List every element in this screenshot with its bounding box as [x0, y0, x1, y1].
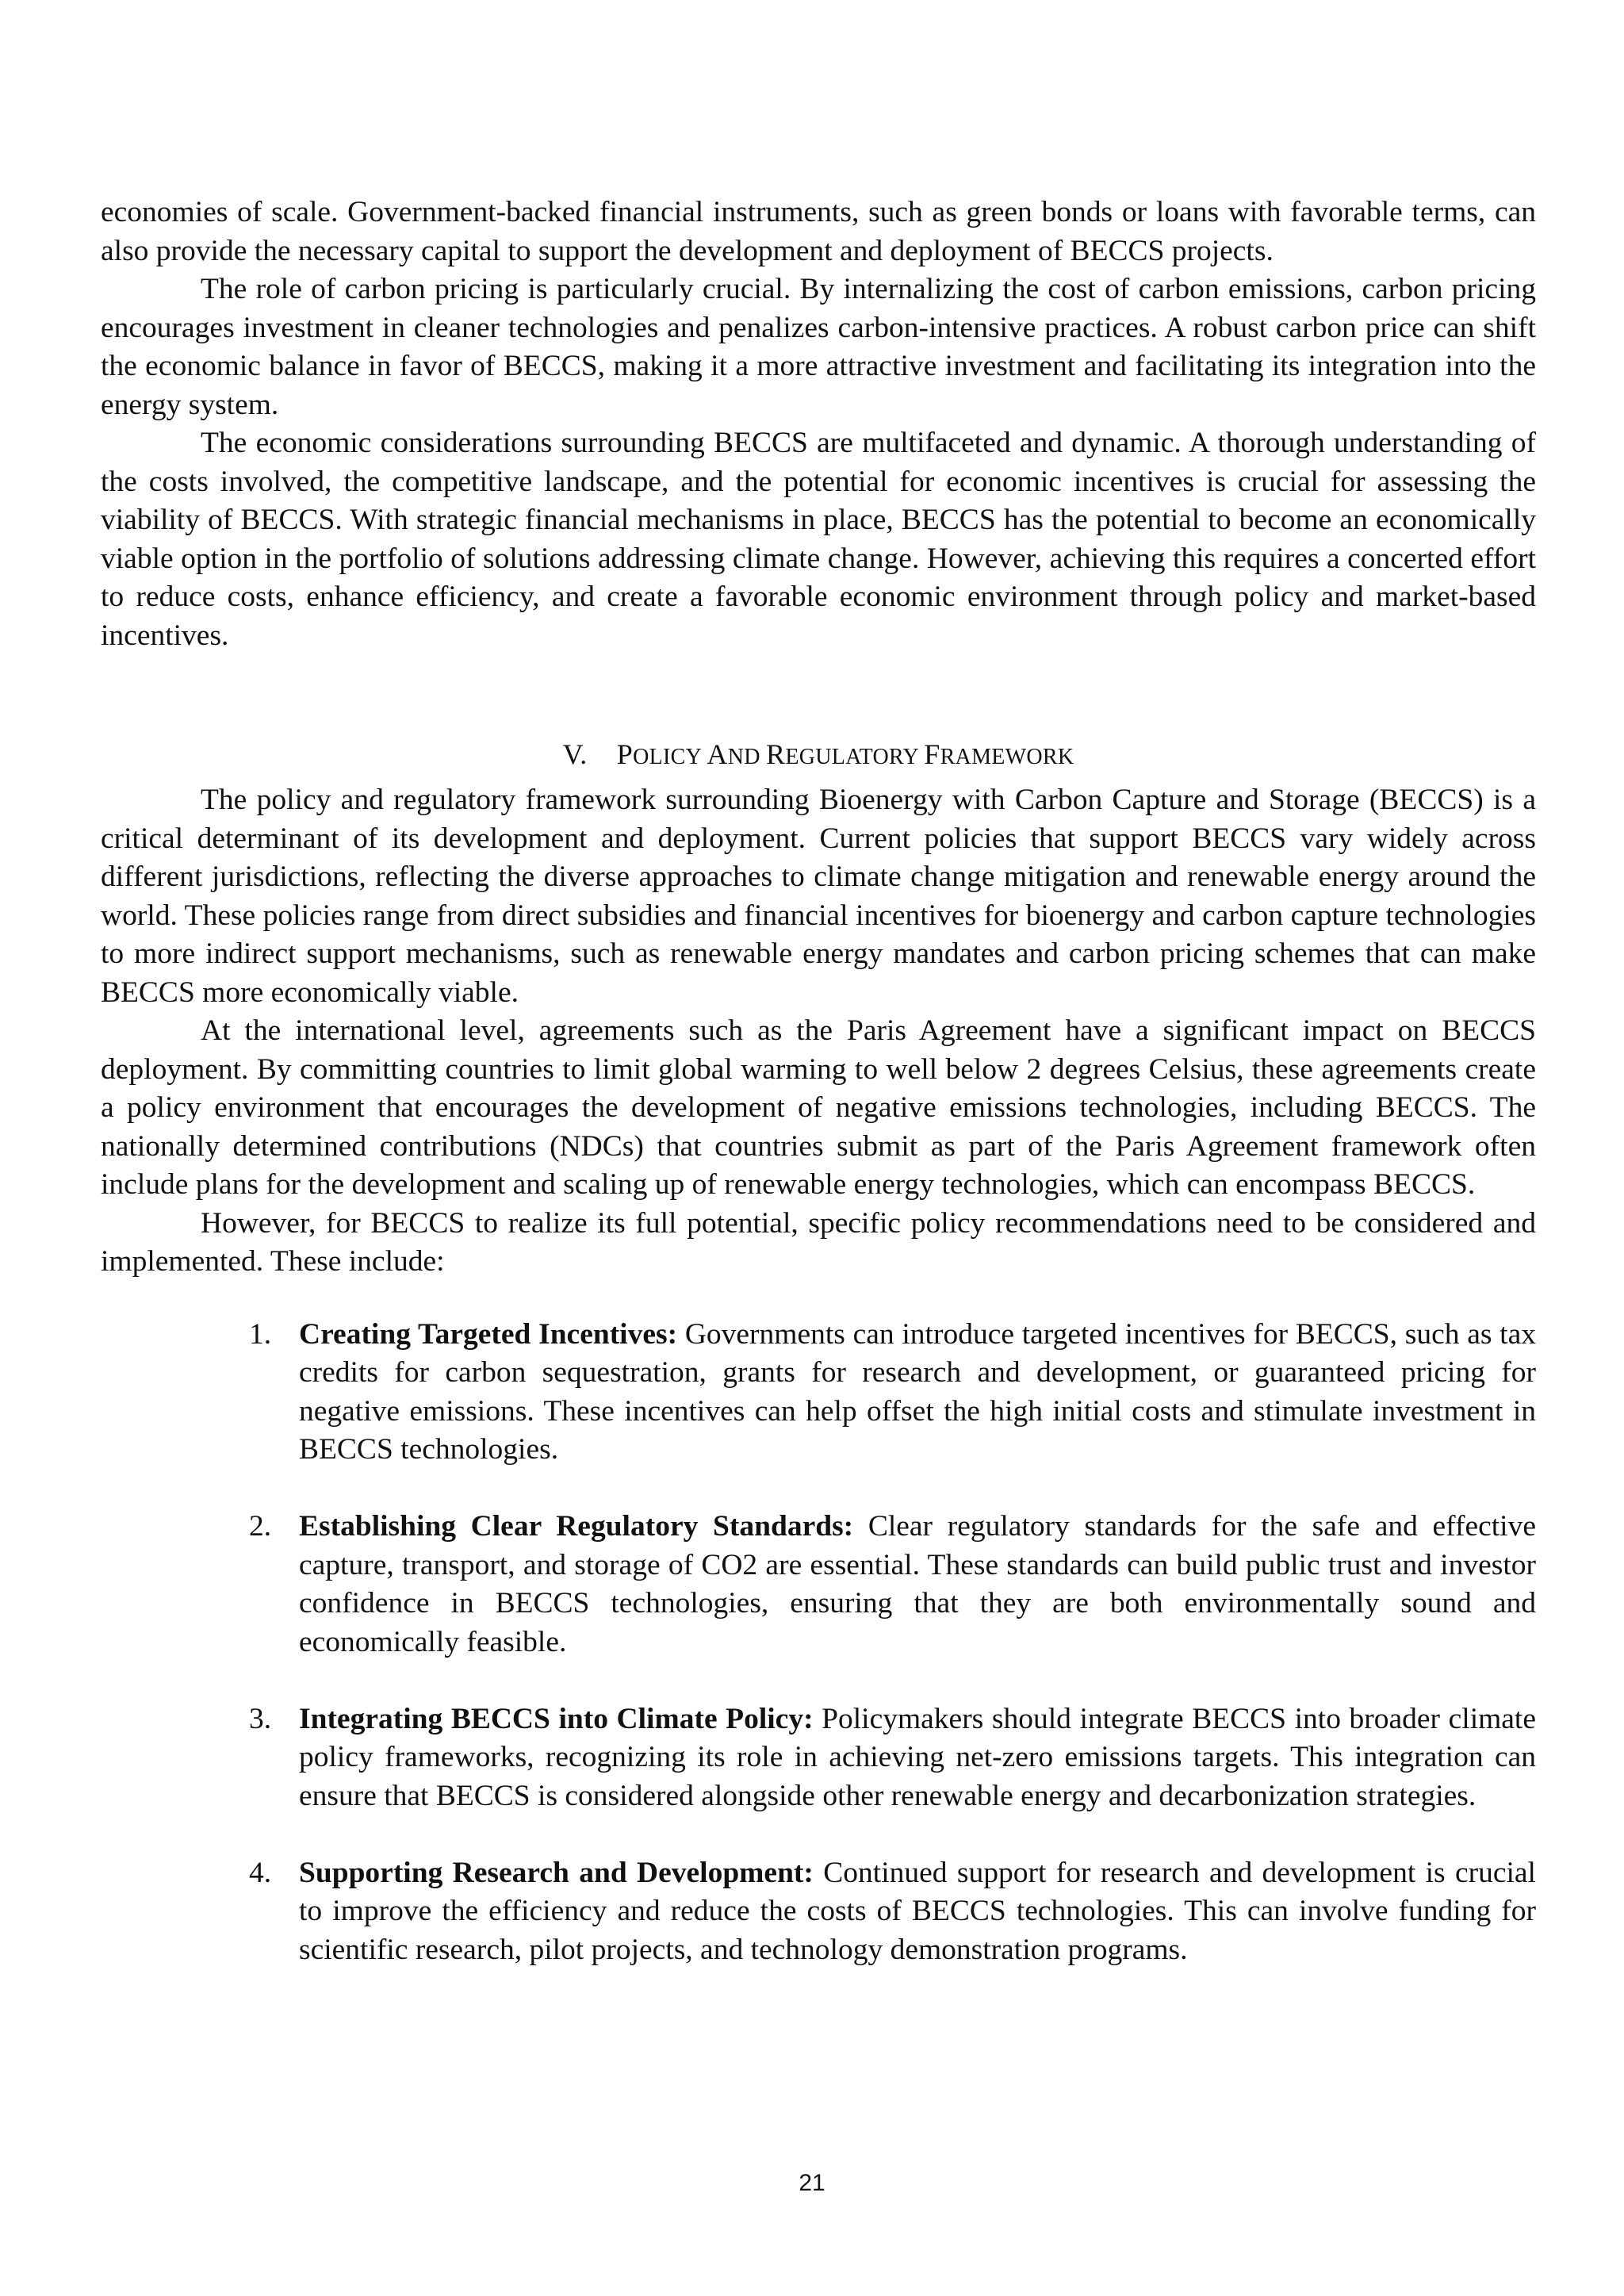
page-number: 21 [799, 2170, 825, 2196]
document-page [101, 194, 1536, 2008]
body-paragraph: At the international level, agreements such as the Paris Agreement have a significant impact on BECCS deployment. By committing countries to limit global warming to well below 2 degrees Celsius, these agreements create a policy environment that encourages the development of negative emissions technologies, including BECCS. The nationally determined contributions (NDCs) that countries submit as part of the Paris Agreement framework often include plans for the development and scaling up of renewable energy technologies, which can encompass BECCS. [101, 1014, 1536, 1201]
list-item [249, 1508, 1536, 1662]
section-heading [101, 735, 1536, 776]
body-paragraph: economies of scale. Government-backed financial instruments, such as green bonds or loans with favorable terms, can also provide the necessary capital to support the development and deployment of BECCS projects. [101, 196, 1536, 267]
list-number: 1. [249, 1317, 272, 1351]
section-number: V. [562, 738, 588, 770]
list-item-lead: Supporting Research and Development: [299, 1856, 814, 1889]
section-title: POLICY AND REGULATORY FRAMEWORK [616, 738, 1074, 770]
list-item-lead: Integrating BECCS into Climate Policy: [299, 1702, 814, 1735]
list-item-text: Governments can introduce targeted incentives for BECCS, such as tax credits for carbon sequestration, grants for research and development, or guaranteed pricing for negative emissions. These incentives can help offset the high initial costs and stimulate investment in BECCS technologies. [299, 1317, 1536, 1466]
body-paragraph: However, for BECCS to realize its full potential, specific policy recommendations need to be considered and implemented. These include: [101, 1206, 1536, 1278]
list-item [249, 1316, 1536, 1470]
body-paragraph: The role of carbon pricing is particularly crucial. By internalizing the cost of carbon emissions, carbon pricing encourages investment in cleaner technologies and penalizes carbon-intensive practices. A robust carbon price can shift the economic balance in favor of BECCS, making it a more attractive investment and facilitating its integration into the energy system. [101, 273, 1536, 421]
list-number: 3. [249, 1702, 272, 1735]
list-item-text: Policymakers should integrate BECCS into broader climate policy frameworks, recognizing its role in achieving net-zero emissions targets. This integration can ensure that BECCS is considered alongside other renewable energy and decarbonization strategies. [299, 1702, 1536, 1812]
recommendations-list [101, 1316, 1536, 1970]
list-number: 4. [249, 1856, 272, 1889]
list-item [249, 1700, 1536, 1816]
list-item-text: Clear regulatory standards for the safe and effective capture, transport, and storage of CO2 are essential. These standards can build public trust and investor confidence in BECCS technologies, ensuring that they are both environmentally sound and economically feasible. [299, 1510, 1536, 1658]
list-item-lead: Establishing Clear Regulatory Standards: [299, 1510, 854, 1543]
list-item [249, 1854, 1536, 1970]
list-number: 2. [249, 1510, 272, 1543]
body-paragraph: The economic considerations surrounding BECCS are multifaceted and dynamic. A thorough understanding of the costs involved, the competitive landscape, and the potential for economic incentives is crucial for assessing the viability of BECCS. With strategic financial mechanisms in place, BECCS has the potential to become an economically viable option in the portfolio of solutions addressing climate change. However, achieving this requires a concerted effort to reduce costs, enhance efficiency, and create a favorable economic environment through policy and market-based incentives. [101, 427, 1536, 652]
list-item-lead: Creating Targeted Incentives: [299, 1317, 678, 1351]
body-paragraph: The policy and regulatory framework surrounding Bioenergy with Carbon Capture and Storage (BECCS) is a critical determinant of its development and deployment. Current policies that support BECCS vary widely across different jurisdictions, reflecting the diverse approaches to climate change mitigation and renewable energy around the world. These policies range from direct subsidies and financial incentives for bioenergy and carbon capture technologies to more indirect support mechanisms, such as renewable energy mandates and carbon pricing schemes that can make BECCS more economically viable. [101, 784, 1536, 1009]
list-item-text: Continued support for research and development is crucial to improve the efficiency and reduce the costs of BECCS technologies. This can involve funding for scientific research, pilot projects, and technology demonstration programs. [299, 1856, 1536, 1966]
